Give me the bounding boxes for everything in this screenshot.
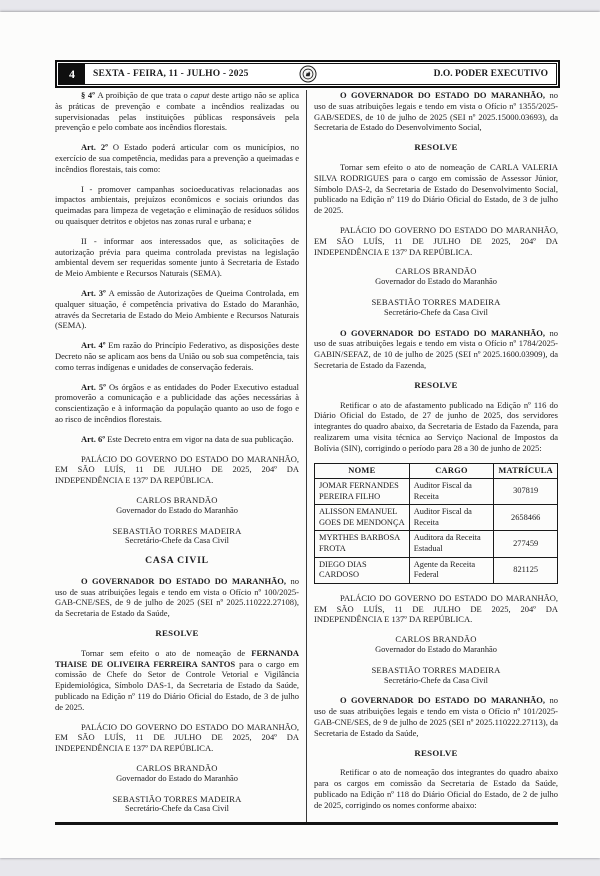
gazette-title: D.O. PODER EXECUTIVO — [433, 69, 548, 79]
article-5 — [55, 382, 299, 425]
palace-closing — [314, 593, 558, 625]
signature-name: CARLOS BRANDÃO — [395, 266, 477, 277]
governor-preamble — [314, 695, 558, 738]
text-run: PALÁCIO DO GOVERNO DO ESTADO DO MARANHÃO, EM SÃO LUÍS, 11 DE JULHO DE 2025, 204º DA INDEPENDÊNCIA E 137º DA REPÚBLICA. — [55, 721, 299, 754]
masthead-bar — [55, 60, 560, 88]
text-run: Art. 5º — [81, 381, 110, 392]
text-run: O GOVERNADOR DO ESTADO DO MARANHÃO, — [340, 695, 550, 706]
table-cell: DIEGO DIAS CARDOSO — [315, 557, 410, 583]
palace-closing — [314, 225, 558, 257]
text-run: § 4º — [81, 90, 98, 100]
coat-of-arms-icon — [299, 66, 316, 83]
palace-closing — [55, 722, 299, 754]
article-6 — [55, 434, 299, 445]
text-run: Art. 6º — [81, 433, 108, 444]
signature-name: SEBASTIÃO TORRES MADEIRA — [112, 525, 242, 536]
resolution-body — [314, 162, 558, 216]
article-2 — [55, 142, 299, 174]
signature-name: CARLOS BRANDÃO — [136, 494, 218, 505]
table-row — [315, 531, 558, 557]
signature-role: Governador do Estado do Maranhão — [116, 505, 238, 515]
text-run: Retificar o ato de afastamento publicado na Edição nº 116 do Diário Oficial do Estado, de 27 de junho de 2025, dos servidores integrantes do quadro abaixo, da Secretaria de Estado da Fazenda, para realizarem uma visita técnica ao Serviço Nacional de Impostos da Bolívia (SIN), corrigindo o período para 28 a 30 de junho de 2025: — [314, 399, 558, 453]
signature-block — [55, 495, 299, 517]
signature-name: SEBASTIÃO TORRES MADEIRA — [371, 664, 501, 675]
table-cell: 307819 — [494, 479, 558, 505]
text-run: O GOVERNADOR DO ESTADO DO MARANHÃO, — [340, 327, 550, 338]
signature-role: Secretário-Chefe da Casa Civil — [125, 536, 229, 546]
text-run: Em razão do Princípio Federativo, as disposições deste Decreto não se aplicam aos bens da União ou sob sua competência, tais como terras indígenas e unidades de conservação federais. — [55, 340, 299, 372]
table-header-cell: CARGO — [409, 463, 494, 479]
text-run: Tornar sem efeito o ato de nomeação de — [81, 647, 252, 658]
resolve-heading: RESOLVE — [414, 142, 458, 153]
signature-block — [55, 526, 299, 548]
paragraph-4o — [55, 90, 299, 133]
signature-role: Governador do Estado do Maranhão — [375, 645, 497, 655]
text-run: deste artigo não se aplica às práticas de prevenção e combate a incêndios realizadas ou supervisionadas pelas instituições públicas responsáveis pela prevenção e pelo combate aos incêndios florestais. — [55, 90, 299, 133]
resolution-body — [55, 648, 299, 713]
table-row — [315, 505, 558, 531]
text-run: Art. 4º — [81, 340, 109, 351]
table-header-row — [315, 463, 558, 479]
text-run: A emissão de Autorizações de Queima Controlada, em qualquer situação, é competência privativa do Estado do Maranhão, através da Secretaria de Estado do Meio Ambiente e Recursos Naturais (SEMA). — [55, 287, 299, 331]
signature-role: Governador do Estado do Maranhão — [116, 773, 238, 783]
table-body — [315, 479, 558, 584]
item-II — [55, 236, 299, 279]
signature-role: Secretário-Chefe da Casa Civil — [384, 307, 488, 317]
table-cell: 277459 — [494, 531, 558, 557]
signature-name: SEBASTIÃO TORRES MADEIRA — [112, 793, 242, 804]
text-run: Retificar o ato de nomeação dos integrantes do quadro abaixo para os cargos em comissão da Secretaria de Estado da Saúde, publicado na Edição nº 118 do Diário Oficial do Estado, de 2 de julho de 2025, corrigindo os nomes conforme abaixo: — [314, 767, 558, 810]
table-header-cell: NOME — [315, 463, 410, 479]
text-run: Art. 2º — [81, 142, 113, 153]
table-head — [315, 463, 558, 479]
table-cell: Auditora da Receita Estadual — [409, 531, 494, 557]
table-cell: MYRTHES BARBOSA FROTA — [315, 531, 410, 557]
text-run: PALÁCIO DO GOVERNO DO ESTADO DO MARANHÃO, EM SÃO LUÍS, 11 DE JULHO DE 2025, 204º DA INDEPENDÊNCIA E 137º DA REPÚBLICA. — [55, 453, 299, 486]
table-row — [315, 557, 558, 583]
table-row — [315, 479, 558, 505]
text-run: A proibição de que trata o — [97, 90, 191, 100]
resolve-heading: RESOLVE — [414, 379, 458, 390]
content-columns — [55, 90, 558, 822]
item-I — [55, 184, 299, 227]
section-casa-civil: CASA CIVIL — [145, 555, 209, 567]
text-run: no uso de suas atribuições legais e tendo em vista o Ofício nº 101/2025-GAB-CNE/SES, de 9 de julho de 2025 (SEI nº 2025.110222.27113), da Secretaria de Estado da Saúde, — [314, 695, 558, 738]
signature-block — [55, 763, 299, 785]
table-cell: JOMAR FERNANDES PEREIRA FILHO — [315, 479, 410, 505]
text-run: PALÁCIO DO GOVERNO DO ESTADO DO MARANHÃO, EM SÃO LUÍS, 11 DE JULHO DE 2025, 204º DA INDEPENDÊNCIA E 137º DA REPÚBLICA. — [314, 592, 558, 625]
text-run: O GOVERNADOR DO ESTADO DO MARANHÃO, — [340, 90, 550, 100]
page-number: 4 — [59, 64, 85, 84]
table-cell: Auditor Fiscal da Receita — [409, 505, 494, 531]
text-run: II - informar aos interessados que, as solicitações de autorização prévia para queima controlada previstas na legislação ambiental devem ser requeridas somente junto à Secretaria de Estado de Meio Ambiente e Recursos Naturais (SEMA). — [55, 235, 299, 279]
table-header-cell: MATRÍCULA — [494, 463, 558, 479]
text-run: para o cargo em comissão de Chefe do Setor de Controle Vetorial e Vigilância Epidemiológica, Símbolo DAS-1, da Secretaria de Estado da Saúde, publicado na Edição nº 119 do Diário Oficial do Estado, de 3 de julho de 2025. — [55, 658, 299, 712]
text-run: no uso de suas atribuições legais e tendo em vista o Ofício nº 1784/2025-GABIN/SEFAZ, de 10 de julho de 2025 (SEI nº 2025.1600.03909), da Secretaria de Estado da Fazenda, — [314, 327, 558, 370]
text-run: FERNANDA THAISE DE OLIVEIRA FERREIRA SANTOS — [55, 647, 299, 669]
resolution-body — [314, 767, 558, 810]
signature-block — [314, 634, 558, 656]
scanned-page — [0, 12, 600, 858]
table-cell: 2658466 — [494, 505, 558, 531]
resolve-heading: RESOLVE — [414, 747, 458, 758]
signature-role: Secretário-Chefe da Casa Civil — [125, 804, 229, 814]
table-cell: Auditor Fiscal da Receita — [409, 479, 494, 505]
text-run: no uso de suas atribuições legais e tendo em vista o Ofício nº 1355/2025-GAB/SEDES, de 10 de julho de 2025 (SEI nº 2025.15000.03693), da Secretaria de Estado do Desenvolvimento Social, — [314, 90, 558, 133]
left-column — [55, 90, 306, 822]
masthead-inner — [58, 63, 557, 85]
palace-closing — [55, 454, 299, 486]
table-cell: 821125 — [494, 557, 558, 583]
servants-table — [314, 463, 558, 584]
table-cell: Agente da Receita Federal — [409, 557, 494, 583]
resolve-heading: RESOLVE — [155, 628, 199, 639]
bottom-rule — [55, 822, 558, 825]
table-cell: ALISSON EMANUEL GOES DE MENDONÇA — [315, 505, 410, 531]
text-run: O GOVERNADOR DO ESTADO DO MARANHÃO, — [81, 575, 291, 586]
signature-role: Secretário-Chefe da Casa Civil — [384, 675, 488, 685]
right-column — [306, 90, 558, 822]
text-run: Art. 3º — [81, 287, 109, 298]
text-run: Tornar sem efeito o ato de nomeação de CARLA VALERIA SILVA RODRIGUES para o cargo em comissão de Assessor Júnior, Símbolo DAS-2, da Secretaria de Estado do Desenvolvimento Social, publicado na Edição nº 119 do Diário Oficial do Estado, de 3 de julho de 2025. — [314, 161, 558, 216]
signature-block — [314, 297, 558, 319]
text-run: Este Decreto entra em vigor na data de sua publicação. — [107, 433, 294, 444]
governor-preamble — [314, 328, 558, 371]
text-run: Os órgãos e as entidades do Poder Executivo estadual promoverão a comunicação e a publicidade das ações necessárias à conscientização e à informação da população quanto ao uso de fogo e ao risco de incêndios florestais. — [55, 381, 299, 424]
text-run: I - promover campanhas socioeducativas relacionadas aos impactos ambientais, prejuízos econômicos e sociais oriundos das queimadas para limpeza de vegetação e eliminação de resíduos sólidos ou quaisquer detritos e objetos nas zonas rural e urbana; e — [55, 183, 299, 226]
signature-block — [55, 794, 299, 816]
signature-block — [314, 665, 558, 687]
signature-block — [314, 266, 558, 288]
text-run: caput — [190, 90, 210, 100]
article-3 — [55, 288, 299, 331]
article-4 — [55, 340, 299, 372]
signature-role: Governador do Estado do Maranhão — [375, 277, 497, 287]
text-run: no uso de suas atribuições legais e tendo em vista o Ofício nº 100/2025-GAB-CNE/SES, de 9 de julho de 2025 (SEI nº 2025.110222.27108), da Secretaria de Estado da Saúde, — [55, 575, 299, 619]
text-run: O Estado poderá articular com os municípios, no exercício de sua competência, medidas para a prevenção a queimadas e incêndios florestais, tais como: — [55, 142, 299, 174]
signature-name: SEBASTIÃO TORRES MADEIRA — [371, 296, 501, 307]
governor-preamble — [55, 576, 299, 619]
governor-preamble — [314, 90, 558, 133]
resolution-body — [314, 400, 558, 454]
signature-name: CARLOS BRANDÃO — [136, 763, 218, 774]
text-run: PALÁCIO DO GOVERNO DO ESTADO DO MARANHÃO, EM SÃO LUÍS, 11 DE JULHO DE 2025, 204º DA INDEPENDÊNCIA E 137º DA REPÚBLICA. — [314, 224, 558, 257]
signature-name: CARLOS BRANDÃO — [395, 634, 477, 645]
edition-date: SEXTA - FEIRA, 11 - JULHO - 2025 — [93, 69, 249, 79]
